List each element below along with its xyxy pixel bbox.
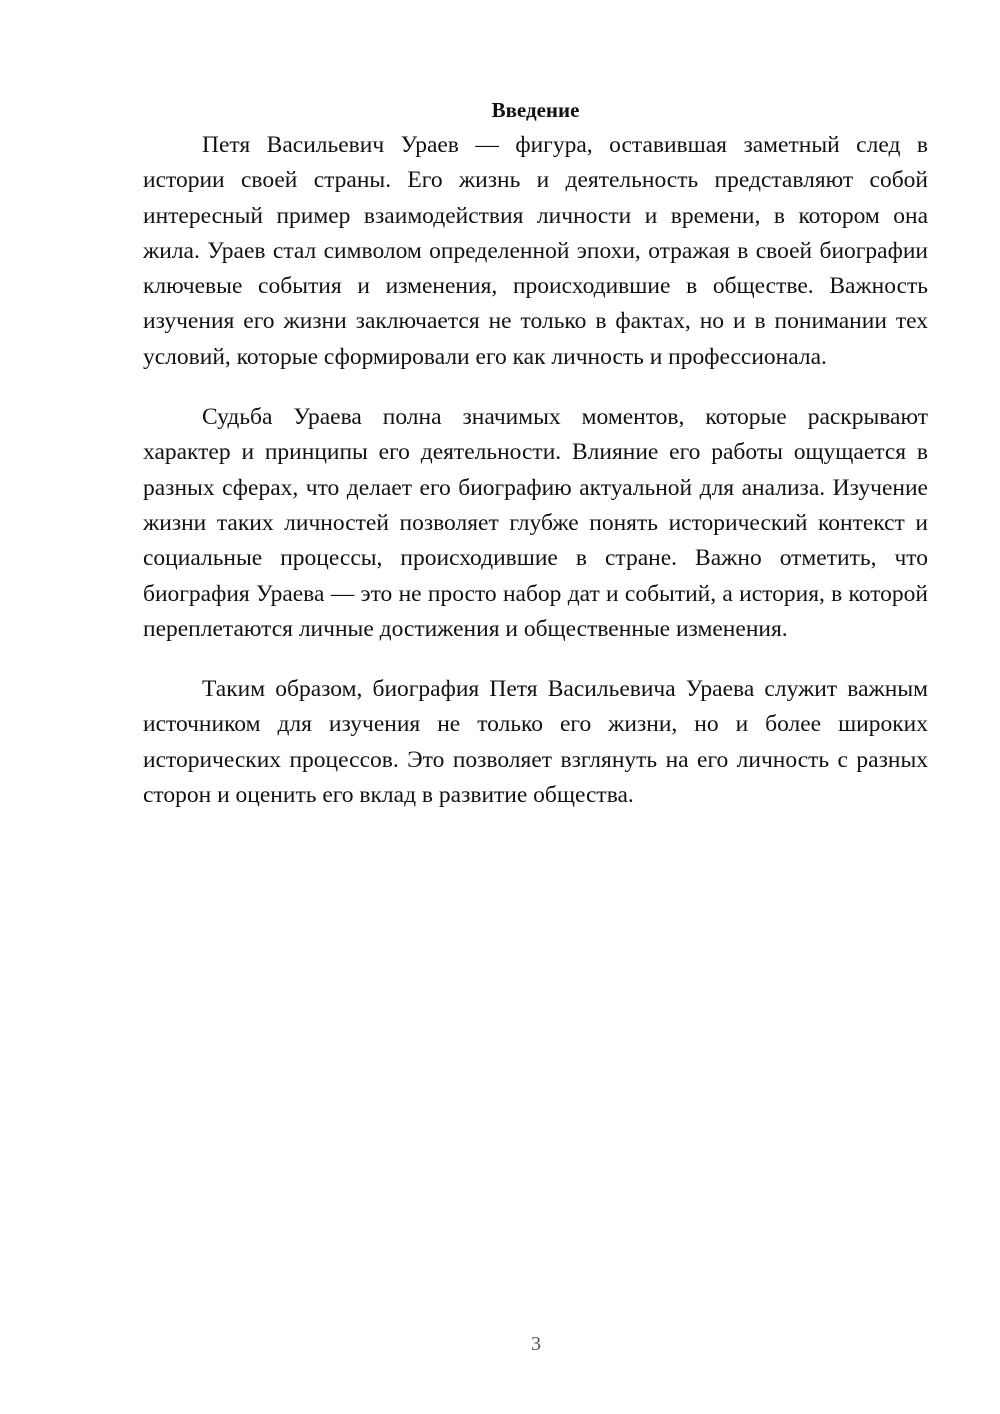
page-content xyxy=(143,92,928,838)
paragraph-3: Таким образом, биография Петя Васильевича Ураева служит важным источником для изучения не только его жизни, но и более широких исторических процессов. Это позволяет взглянуть на его личность с разных сторон и оценить его вклад в развитие общества. xyxy=(143,676,928,809)
paragraph-2: Судьба Ураева полна значимых моментов, которые раскрывают характер и принципы его деятельности. Влияние его работы ощущается в разных сферах, что делает его биографию актуальной для анализа. Изучение жизни таких личностей позволяет глубже понять исторический контекст и социальные процессы, происходившие в стране. Важно отметить, что биография Ураева — это не просто набор дат и событий, а история, в которой переплетаются личные достижения и общественные изменения. xyxy=(143,404,928,642)
page-number: 3 xyxy=(531,1333,541,1355)
section-heading: Введение xyxy=(491,98,580,122)
paragraph-1: Петя Васильевич Ураев — фигура, оставившая заметный след в истории своей страны. Его жизнь и деятельность представляют собой интересный пример взаимодействия личности и времени, в котором она жила. Ураев стал символом определенной эпохи, отражая в своей биографии ключевые события и изменения, происходившие в обществе. Важность изучения его жизни заключается не только в фактах, но и в понимании тех условий, которые сформировали его как личность и профессионала. xyxy=(143,132,928,370)
